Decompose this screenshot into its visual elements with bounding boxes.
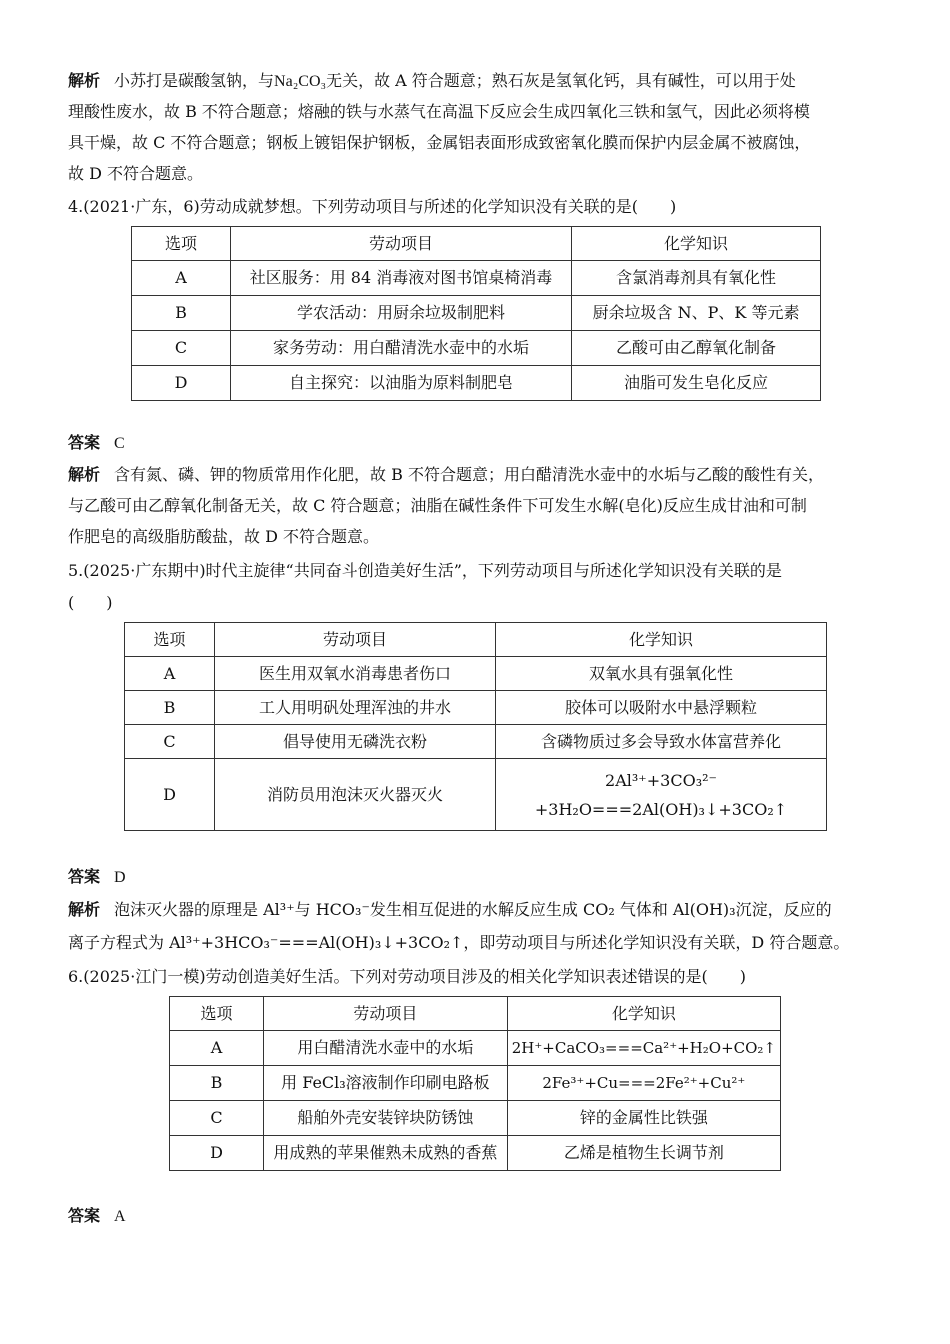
table-row: [170, 1031, 781, 1066]
table-row: [125, 725, 827, 759]
table-row: [132, 296, 821, 331]
table-header: 选项: [132, 227, 231, 261]
table-cell: A: [132, 261, 231, 296]
table-cell: 倡导使用无磷洗衣粉: [215, 725, 496, 759]
table-cell: 社区服务：用 84 消毒液对图书馆桌椅消毒: [231, 261, 572, 296]
table-cell: A: [125, 657, 215, 691]
analysis-line: 理酸性废水，故 B 不符合题意；熔融的铁与水蒸气在高温下反应会生成四氧化三铁和氢气，因此必须将模: [68, 102, 810, 121]
analysis-line: 作肥皂的高级脂肪酸盐，故 D 不符合题意。: [68, 527, 380, 546]
table-row: [132, 366, 821, 401]
table-cell: 医生用双氧水消毒患者伤口: [215, 657, 496, 691]
table-header: 选项: [170, 997, 264, 1031]
analysis-line: 离子方程式为 Al³⁺+3HCO₃⁻===Al(OH)₃↓+3CO₂↑，即劳动项目与所述化学知识没有关联，D 符合题意。: [68, 933, 850, 952]
answer-label: 答案: [68, 1206, 101, 1225]
table-cell: 含磷物质过多会导致水体富营养化: [496, 725, 827, 759]
table-cell: 消防员用泡沫灭火器灭火: [215, 759, 496, 831]
chem-formula: Na₂CO₃: [274, 73, 327, 90]
analysis-line: [68, 899, 832, 921]
table-header: 化学知识: [572, 227, 821, 261]
table-cell-formula: 2Fe³⁺+Cu===2Fe²⁺+Cu²⁺: [507, 1066, 780, 1101]
table-header-row: [125, 623, 827, 657]
table-cell: B: [125, 691, 215, 725]
table-header: 劳动项目: [231, 227, 572, 261]
question-5-answer: [68, 866, 126, 889]
table-row: [170, 1066, 781, 1101]
analysis-text: 无关，故 A 符合题意；熟石灰是氢氧化钙，具有碱性，可以用于处: [326, 71, 796, 90]
question-5-table: [124, 622, 827, 831]
table-header: 劳动项目: [215, 623, 496, 657]
table-row: [125, 759, 827, 831]
table-cell-formula: 2H⁺+CaCO₃===Ca²⁺+H₂O+CO₂↑: [507, 1031, 780, 1066]
analysis-text: 小苏打是碳酸氢钠，与: [114, 71, 275, 90]
question-4-answer: [68, 432, 125, 455]
table-row: [170, 1101, 781, 1136]
analysis-line: 故 D 不符合题意。: [68, 164, 204, 183]
table-cell: B: [132, 296, 231, 331]
question-6-stem: 6.(2025·江门一模)劳动创造美好生活。下列对劳动项目涉及的相关化学知识表述错误的是( ): [68, 967, 747, 986]
table-cell: D: [170, 1136, 264, 1171]
table-cell: 用白醋清洗水壶中的水垢: [264, 1031, 508, 1066]
table-header-row: [170, 997, 781, 1031]
table-row: [125, 691, 827, 725]
table-row: [132, 261, 821, 296]
analysis-label: 解析: [68, 900, 101, 919]
analysis-line: [68, 70, 796, 93]
table-cell: A: [170, 1031, 264, 1066]
analysis-label: 解析: [68, 465, 101, 484]
table-cell: 锌的金属性比铁强: [507, 1101, 780, 1136]
analysis-label: 解析: [68, 71, 101, 90]
table-header: 劳动项目: [264, 997, 508, 1031]
table-cell: 乙烯是植物生长调节剂: [507, 1136, 780, 1171]
table-row: [125, 657, 827, 691]
table-header: 选项: [125, 623, 215, 657]
table-cell: 胶体可以吸附水中悬浮颗粒: [496, 691, 827, 725]
formula-line: 2Al³⁺+3CO₃²⁻: [605, 770, 717, 790]
answer-value: D: [114, 869, 126, 886]
table-cell-formula: [496, 759, 827, 831]
table-row: [170, 1136, 781, 1171]
answer-label: 答案: [68, 867, 101, 886]
formula-line: +3H₂O===2Al(OH)₃↓+3CO₂↑: [534, 799, 788, 819]
table-cell: 含氯消毒剂具有氧化性: [572, 261, 821, 296]
table-cell: 学农活动：用厨余垃圾制肥料: [231, 296, 572, 331]
table-cell: 自主探究：以油脂为原料制肥皂: [231, 366, 572, 401]
table-cell: 用 FeCl₃溶液制作印刷电路板: [264, 1066, 508, 1101]
table-header: 化学知识: [496, 623, 827, 657]
question-4-table: [131, 226, 821, 401]
table-cell: C: [170, 1101, 264, 1136]
question-5-stem-paren: ( ): [68, 593, 113, 612]
table-cell: C: [125, 725, 215, 759]
table-cell: 家务劳动：用白醋清洗水壶中的水垢: [231, 331, 572, 366]
table-header: 化学知识: [507, 997, 780, 1031]
question-5-stem: 5.(2025·广东期中)时代主旋律“共同奋斗创造美好生活”，下列劳动项目与所述化学知识没有关联的是: [68, 561, 782, 580]
table-cell: 乙酸可由乙醇氧化制备: [572, 331, 821, 366]
table-cell: 双氧水具有强氧化性: [496, 657, 827, 691]
table-row: [132, 331, 821, 366]
table-cell: 用成熟的苹果催熟未成熟的香蕉: [264, 1136, 508, 1171]
analysis-line: [68, 464, 824, 486]
table-cell: 船舶外壳安装锌块防锈蚀: [264, 1101, 508, 1136]
question-6-table: [169, 996, 781, 1171]
answer-value: A: [114, 1208, 126, 1225]
table-cell: 厨余垃圾含 N、P、K 等元素: [572, 296, 821, 331]
table-cell: C: [132, 331, 231, 366]
analysis-line: 具干燥，故 C 不符合题意；钢板上镀铝保护钢板，金属铝表面形成致密氧化膜而保护内层金属不被腐蚀，: [68, 133, 811, 152]
answer-value: C: [114, 435, 125, 452]
analysis-line: 与乙酸可由乙醇氧化制备无关，故 C 符合题意；油脂在碱性条件下可发生水解(皂化)反应生成甘油和可制: [68, 496, 807, 515]
question-4-stem: 4.(2021·广东，6)劳动成就梦想。下列劳动项目与所述的化学知识没有关联的是( ): [68, 197, 677, 216]
table-cell: 工人用明矾处理浑浊的井水: [215, 691, 496, 725]
table-header-row: [132, 227, 821, 261]
analysis-text: 泡沫灭火器的原理是 Al³⁺与 HCO₃⁻发生相互促进的水解反应生成 CO₂ 气体和 Al(OH)₃沉淀，反应的: [114, 900, 832, 919]
table-cell: B: [170, 1066, 264, 1101]
table-cell: D: [132, 366, 231, 401]
answer-label: 答案: [68, 433, 101, 452]
question-6-answer: [68, 1205, 126, 1228]
analysis-text: 含有氮、磷、钾的物质常用作化肥，故 B 不符合题意；用白醋清洗水壶中的水垢与乙酸的酸性有关，: [114, 465, 824, 484]
table-cell: D: [125, 759, 215, 831]
table-cell: 油脂可发生皂化反应: [572, 366, 821, 401]
